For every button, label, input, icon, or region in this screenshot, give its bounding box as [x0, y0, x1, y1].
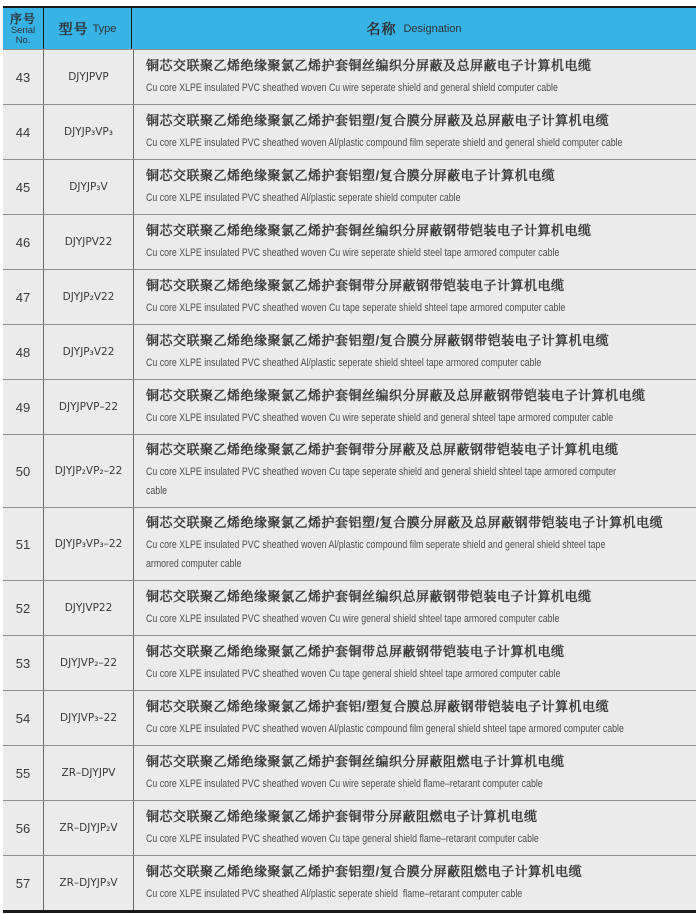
designation-english-line1: Cu core XLPE insulated PVC sheathed woven Cu wire general shield shteel tape armored computer cable [146, 612, 560, 625]
table-body [3, 50, 696, 910]
designation-cell [134, 105, 696, 159]
serial-number: 46 [15, 234, 31, 250]
designation-cell [134, 50, 696, 104]
type-code: ZR–DJYJPV [61, 767, 116, 779]
serial-number: 48 [15, 344, 31, 360]
serial-number: 45 [15, 179, 31, 195]
serial-cell [3, 380, 44, 434]
table-row [3, 104, 696, 159]
type-cell [44, 508, 134, 580]
type-code: DJYJP₂VP₂–22 [54, 465, 123, 477]
designation-cell [134, 801, 696, 855]
serial-cell [3, 325, 44, 379]
table-row [3, 269, 696, 324]
type-code: DJYJPV22 [64, 236, 113, 248]
designation-english-line1: Cu core XLPE insulated PVC sheathed Al/plastic seperate shield flame–retarant computer cable [146, 887, 523, 900]
type-code: DJYJPVP–22 [58, 401, 119, 413]
header-serial [3, 8, 44, 49]
serial-number: 55 [15, 765, 31, 781]
designation-english-line1: Cu core XLPE insulated PVC sheathed woven Al/plastic compound film seperate shield and general shield shteel tape [146, 539, 606, 551]
table-row [3, 745, 696, 800]
serial-number: 43 [15, 69, 31, 85]
designation-chinese: 铜芯交联聚乙烯绝缘聚氯乙烯护套铜丝编织总屏蔽钢带铠装电子计算机电缆 [146, 588, 592, 604]
type-cell [44, 215, 134, 269]
serial-cell [3, 691, 44, 745]
designation-cell [134, 746, 696, 800]
type-code: ZR–DJYJP₃V [59, 877, 118, 889]
designation-chinese: 铜芯交联聚乙烯绝缘聚氯乙烯护套铜丝编织分屏蔽及总屏蔽电子计算机电缆 [146, 57, 592, 73]
designation-english-line1: Cu core XLPE insulated PVC sheathed woven Cu wire seperate shield steel tape armored computer cable [146, 246, 560, 259]
designation-english-line1: Cu core XLPE insulated PVC sheathed woven Cu wire seperate shield and general shteel tape armored computer cable [146, 411, 614, 424]
type-cell [44, 325, 134, 379]
table-row [3, 434, 696, 507]
table-header-row [3, 8, 696, 50]
designation-cell [134, 270, 696, 324]
serial-cell [3, 160, 44, 214]
designation-english-line1: Cu core XLPE insulated PVC sheathed woven Cu wire seperate shield flame–retarant computer cable [146, 777, 543, 790]
designation-chinese: 铜芯交联聚乙烯绝缘聚氯乙烯护套铝塑/复合膜分屏蔽及总屏蔽钢带铠装电子计算机电缆 [146, 515, 664, 530]
designation-cell [134, 215, 696, 269]
designation-chinese: 铜芯交联聚乙烯绝缘聚氯乙烯护套铝塑/复合膜分屏蔽及总屏蔽电子计算机电缆 [146, 112, 610, 128]
type-cell [44, 581, 134, 635]
serial-cell [3, 508, 44, 580]
table-row [3, 50, 696, 104]
designation-english-line1: Cu core XLPE insulated PVC sheathed Al/plastic seperate shield shteel tape armored computer cable [146, 356, 542, 369]
designation-cell [134, 435, 696, 507]
type-cell [44, 50, 134, 104]
designation-chinese: 铜芯交联聚乙烯绝缘聚氯乙烯护套铜带总屏蔽钢带铠装电子计算机电缆 [146, 643, 565, 659]
type-cell [44, 435, 134, 507]
designation-cell [134, 636, 696, 690]
serial-cell [3, 435, 44, 507]
serial-cell [3, 801, 44, 855]
designation-cell [134, 325, 696, 379]
type-cell [44, 105, 134, 159]
table-row [3, 690, 696, 745]
serial-cell [3, 581, 44, 635]
designation-chinese: 铜芯交联聚乙烯绝缘聚氯乙烯护套铝塑/复合膜分屏蔽电子计算机电缆 [146, 167, 556, 183]
type-code: DJYJP₂V22 [62, 291, 115, 303]
table-row [3, 379, 696, 434]
designation-chinese: 铜芯交联聚乙烯绝缘聚氯乙烯护套铜带分屏蔽阻燃电子计算机电缆 [146, 808, 538, 824]
header-designation-cn: 名称 [366, 20, 397, 37]
type-cell [44, 801, 134, 855]
type-code: DJYJVP22 [64, 602, 113, 614]
designation-chinese: 铜芯交联聚乙烯绝缘聚氯乙烯护套铜丝编织分屏蔽阻燃电子计算机电缆 [146, 753, 565, 769]
serial-number: 52 [15, 600, 31, 616]
serial-number: 56 [15, 820, 31, 836]
serial-number: 49 [15, 399, 31, 415]
table-row [3, 159, 696, 214]
designation-english-line2: armored computer cable [146, 558, 242, 570]
cable-table [3, 6, 696, 913]
designation-chinese: 铜芯交联聚乙烯绝缘聚氯乙烯护套铝塑/复合膜分屏蔽钢带铠装电子计算机电缆 [146, 332, 610, 348]
designation-english-line1: Cu core XLPE insulated PVC sheathed woven Al/plastic compound film seperate shield and general shield computer cable [146, 136, 623, 149]
designation-english-line1: Cu core XLPE insulated PVC sheathed woven Al/plastic compound film general shield shteel tape armored computer cable [146, 722, 624, 735]
designation-cell [134, 160, 696, 214]
type-cell [44, 160, 134, 214]
type-code: DJYJPVP [68, 71, 109, 83]
serial-cell [3, 215, 44, 269]
type-code: DJYJP₃V22 [62, 346, 115, 358]
designation-chinese: 铜芯交联聚乙烯绝缘聚氯乙烯护套铝/塑复合膜总屏蔽钢带铠装电子计算机电缆 [146, 698, 610, 714]
header-designation [132, 8, 696, 49]
header-type [44, 8, 132, 49]
designation-cell [134, 856, 696, 910]
header-designation-en: Designation [403, 22, 462, 35]
designation-chinese: 铜芯交联聚乙烯绝缘聚氯乙烯护套铜带分屏蔽及总屏蔽钢带铠装电子计算机电缆 [146, 442, 619, 457]
serial-number: 47 [15, 289, 31, 305]
table-row [3, 214, 696, 269]
type-code: DJYJP₃VP₃–22 [54, 538, 123, 550]
serial-number: 53 [15, 655, 31, 671]
designation-chinese: 铜芯交联聚乙烯绝缘聚氯乙烯护套铝塑/复合膜分屏蔽阻燃电子计算机电缆 [146, 863, 583, 879]
serial-cell [3, 105, 44, 159]
header-serial-en1: Serial [10, 24, 36, 36]
table-row [3, 324, 696, 379]
header-type-cn: 型号 [58, 20, 89, 37]
designation-cell [134, 380, 696, 434]
serial-cell [3, 746, 44, 800]
table-row [3, 507, 696, 580]
designation-cell [134, 581, 696, 635]
table-row [3, 800, 696, 855]
header-serial-cn: 序号 [9, 12, 36, 27]
designation-english-line2: cable [146, 485, 168, 497]
type-code: DJYJP₃VP₃ [64, 126, 113, 138]
designation-chinese: 铜芯交联聚乙烯绝缘聚氯乙烯护套铜丝编织分屏蔽及总屏蔽钢带铠装电子计算机电缆 [146, 387, 646, 403]
serial-number: 54 [15, 710, 31, 726]
header-serial-en2: No. [15, 34, 31, 46]
type-cell [44, 636, 134, 690]
table-row [3, 855, 696, 910]
type-cell [44, 380, 134, 434]
type-code: DJYJP₃V [69, 181, 108, 193]
serial-number: 44 [15, 124, 31, 140]
header-type-en: Type [92, 22, 117, 35]
serial-number: 50 [15, 463, 31, 479]
designation-cell [134, 691, 696, 745]
designation-english-line1: Cu core XLPE insulated PVC sheathed woven Cu wire seperate shield and general shield computer cable [146, 81, 558, 94]
designation-english-line1: Cu core XLPE insulated PVC sheathed woven Cu tape seperate shield shteel tape armored computer cable [146, 301, 566, 314]
designation-english-line1: Cu core XLPE insulated PVC sheathed woven Cu tape general shield shteel tape armored computer cable [146, 667, 561, 680]
type-cell [44, 856, 134, 910]
type-code: DJYJVP₂–22 [59, 657, 118, 669]
designation-english-line1: Cu core XLPE insulated PVC sheathed Al/plastic seperate shield computer cable [146, 191, 461, 204]
type-code: ZR–DJYJP₂V [59, 822, 118, 834]
serial-cell [3, 270, 44, 324]
designation-chinese: 铜芯交联聚乙烯绝缘聚氯乙烯护套铜带分屏蔽钢带铠装电子计算机电缆 [146, 277, 565, 293]
designation-chinese: 铜芯交联聚乙烯绝缘聚氯乙烯护套铜丝编织分屏蔽钢带铠装电子计算机电缆 [146, 222, 592, 238]
table-row [3, 580, 696, 635]
type-cell [44, 270, 134, 324]
type-code: DJYJVP₃–22 [59, 712, 118, 724]
type-cell [44, 746, 134, 800]
serial-cell [3, 50, 44, 104]
table-row [3, 635, 696, 690]
designation-english-line1: Cu core XLPE insulated PVC sheathed woven Cu tape general shield flame–retarant computer cable [146, 832, 539, 845]
serial-cell [3, 856, 44, 910]
catalog-page [0, 6, 700, 914]
designation-cell [134, 508, 696, 580]
serial-number: 57 [15, 875, 31, 891]
serial-cell [3, 636, 44, 690]
designation-english-line1: Cu core XLPE insulated PVC sheathed woven Cu tape seperate shield and general shield shteel tape armored computer [146, 466, 617, 478]
serial-number: 51 [15, 536, 31, 552]
type-cell [44, 691, 134, 745]
